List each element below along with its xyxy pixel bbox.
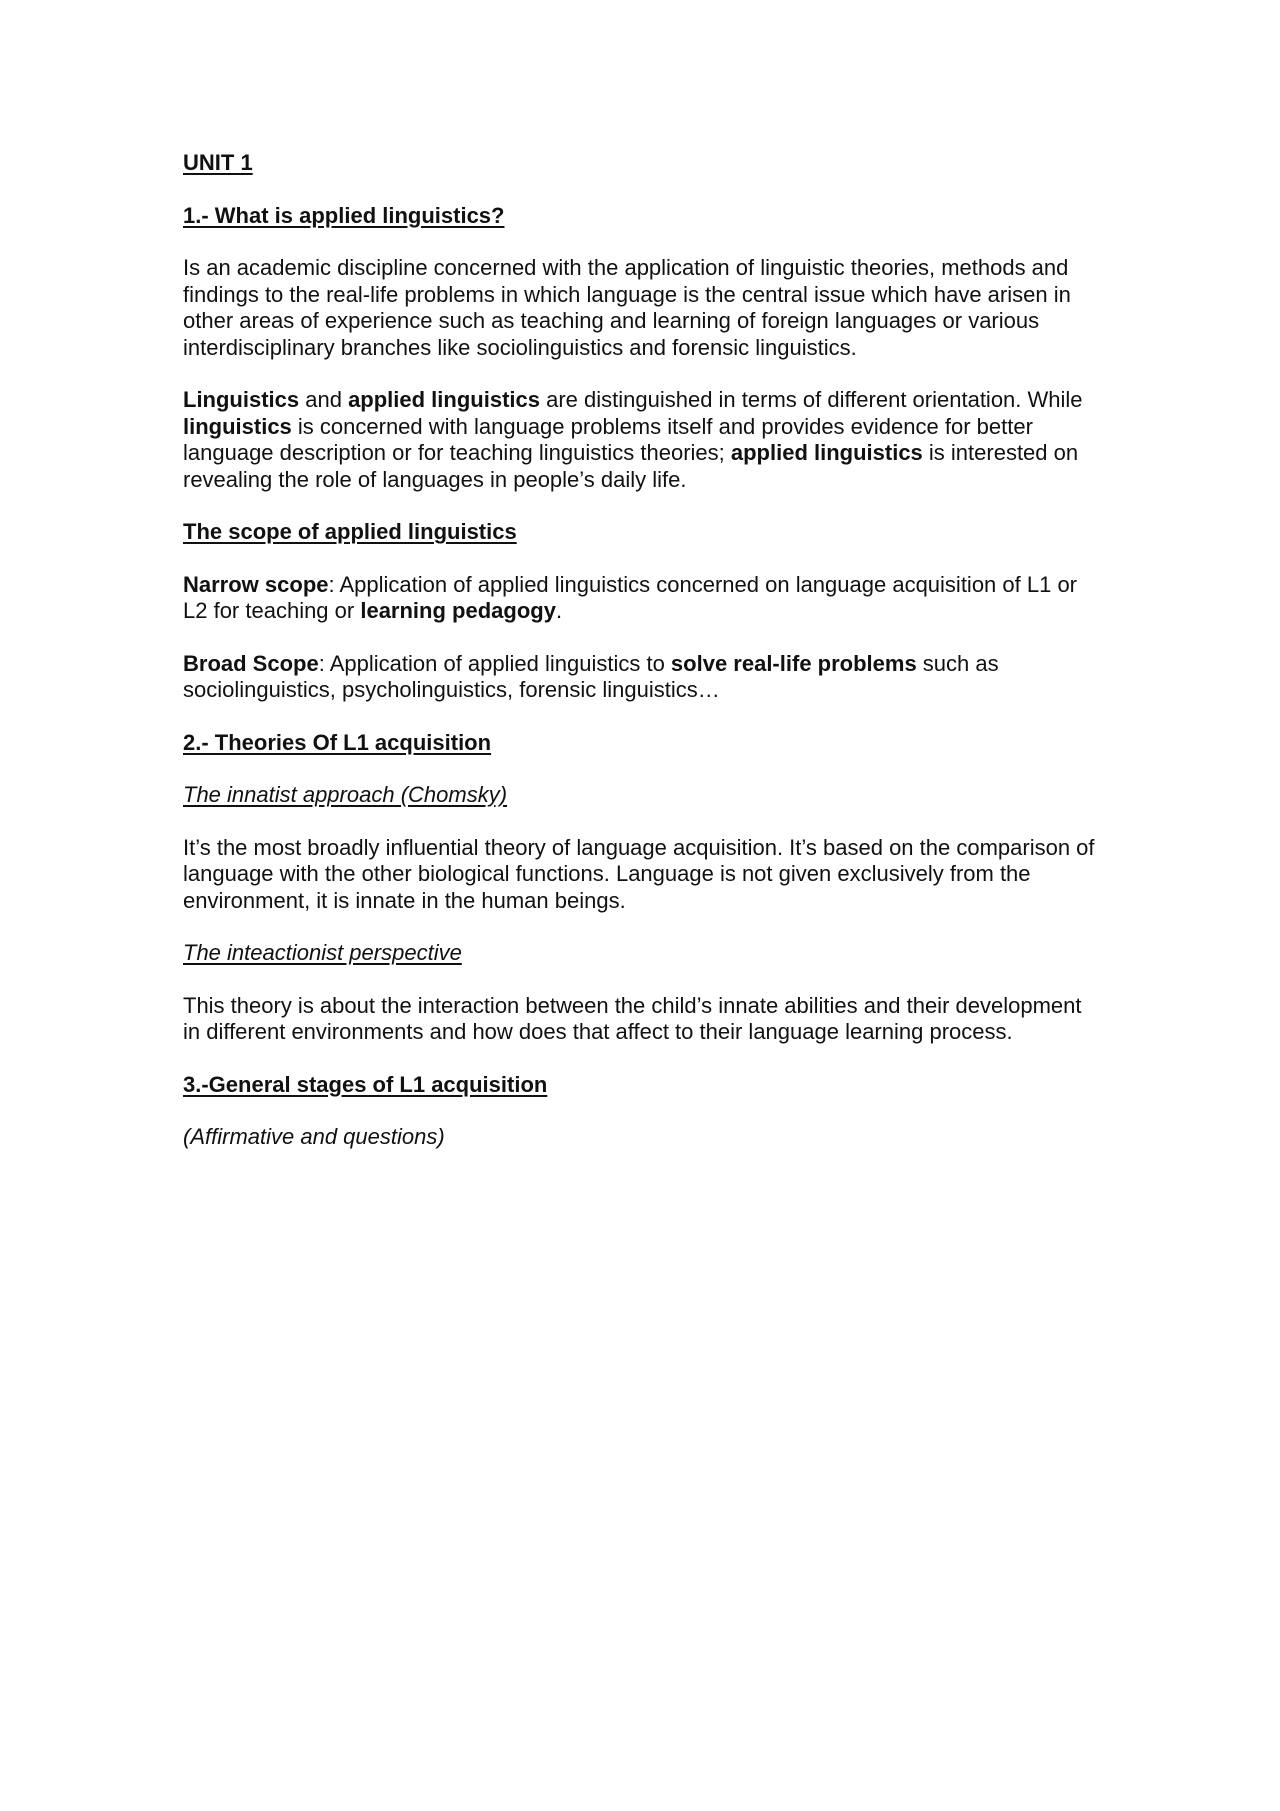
term-applied-linguistics: applied linguistics xyxy=(730,440,923,465)
unit-title: UNIT 1 xyxy=(183,150,253,175)
innatist-paragraph: It’s the most broadly influential theory of language acquisition. It’s based on the comparison of language with the other biological functions. Language is not given exclusively from the environment, it is innate in the human beings. xyxy=(183,834,1095,913)
interactionist-paragraph: This theory is about the interaction between the child’s innate abilities and their development in different environments and how does that affect to their language learning process. xyxy=(183,992,1082,1044)
narrow-scope-paragraph: Narrow scope: Application of applied linguistics concerned on language acquisition of L1 or L2 for teaching or learning pedagogy. xyxy=(183,571,1078,623)
innatist-subheading: The innatist approach (Chomsky) xyxy=(183,782,508,807)
term-linguistics: linguistics xyxy=(183,413,292,439)
term-applied-linguistics: applied linguistics xyxy=(348,387,540,412)
term-linguistics: Linguistics xyxy=(183,387,300,412)
term-narrow-scope: Narrow scope xyxy=(183,571,329,597)
section-2-heading: 2.- Theories Of L1 acquisition xyxy=(183,729,492,755)
stages-note: (Affirmative and questions) xyxy=(183,1124,445,1149)
broad-scope-paragraph: Broad Scope: Application of applied linguistics to solve real-life problems such as sociolinguistics, psycholinguistics, forensic linguistics… xyxy=(183,650,999,702)
section-1-heading: 1.- What is applied linguistics? xyxy=(183,202,505,228)
orientation-paragraph: Linguistics and applied linguistics are distinguished in terms of different orientation. While linguistics is concerned with language problems itself and provides evidence for better language description or for teaching linguistics theories; applied linguistics is interested on revealing the role of languages in people’s daily life. xyxy=(183,387,1083,492)
definition-paragraph: Is an academic discipline concerned with the application of linguistic theories, methods and findings to the real-life problems in which language is the central issue which have arisen in other areas of experience such as teaching and learning of foreign languages or various interdisciplinary branches like sociolinguistics and forensic linguistics. xyxy=(183,255,1071,360)
term-broad-scope: Broad Scope xyxy=(183,650,319,676)
document-page xyxy=(183,150,1103,1151)
interactionist-subheading: The inteactionist perspective xyxy=(183,940,462,965)
term-real-life-problems: solve real-life problems xyxy=(670,650,917,676)
scope-heading: The scope of applied linguistics xyxy=(183,519,517,544)
section-3-heading: 3.-General stages of L1 acquisition xyxy=(183,1071,548,1097)
term-learning-pedagogy: learning pedagogy xyxy=(360,598,556,623)
